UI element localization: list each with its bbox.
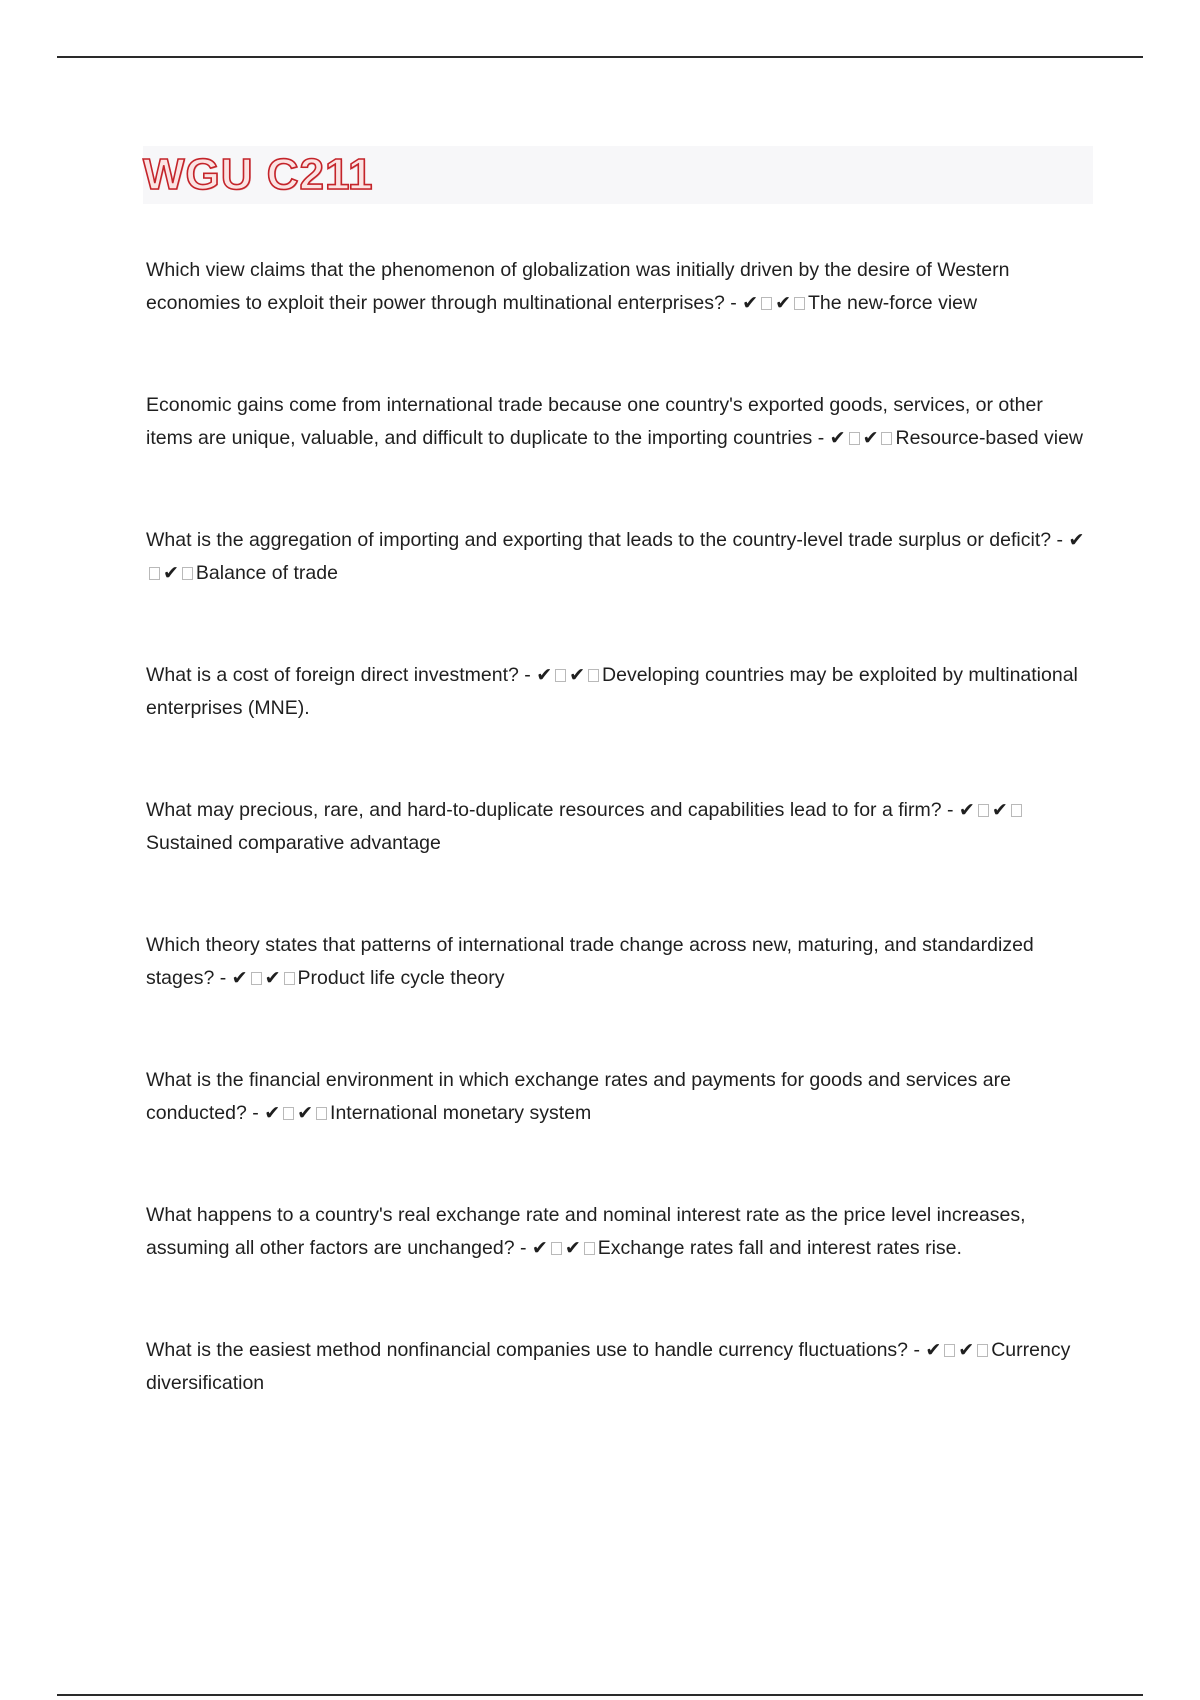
box-icon	[881, 432, 892, 445]
box-icon	[1011, 804, 1022, 817]
check-icon: ✔	[564, 1236, 581, 1259]
separator: -	[724, 291, 743, 314]
box-icon	[182, 567, 193, 580]
box-icon	[794, 297, 805, 310]
separator: -	[514, 1236, 532, 1259]
box-icon	[283, 1107, 294, 1120]
box-icon	[149, 567, 160, 580]
answer-text: The new-force view	[808, 291, 978, 314]
answer-text: Balance of trade	[195, 561, 338, 584]
qa-item	[146, 929, 1091, 994]
box-icon	[977, 1344, 988, 1357]
box-icon	[551, 1242, 562, 1255]
separator: -	[941, 799, 959, 821]
separator: -	[1051, 529, 1069, 551]
check-icon: ✔	[264, 1101, 281, 1124]
top-rule	[57, 56, 1143, 58]
question-text: Which view claims that the phenomenon of globalization was initially driven by the desire of Western economies to exploit their power through multinational enterprises?	[146, 259, 1010, 314]
box-icon	[284, 972, 295, 985]
document-title: WGU C211	[143, 150, 374, 199]
answer-text: Product life cycle theory	[297, 966, 505, 989]
question-text: Which theory states that patterns of international trade change across new, maturing, and standardized stages?	[146, 934, 1034, 989]
separator: -	[812, 426, 830, 449]
box-icon	[761, 297, 772, 310]
check-icon: ✔	[829, 426, 846, 449]
question-text: What is a cost of foreign direct investment?	[146, 664, 519, 686]
check-icon: ✔	[742, 291, 759, 314]
box-icon	[588, 669, 599, 682]
box-icon	[944, 1344, 955, 1357]
separator: -	[214, 966, 232, 989]
qa-item	[146, 1334, 1091, 1399]
title-band	[143, 146, 1093, 204]
separator: -	[246, 1101, 265, 1124]
answer-text: Sustained comparative advantage	[146, 831, 441, 854]
check-icon: ✔	[862, 426, 879, 449]
check-icon: ✔	[958, 799, 975, 821]
box-icon	[251, 972, 262, 985]
check-icon: ✔	[531, 1236, 548, 1259]
box-icon	[849, 432, 860, 445]
check-icon: ✔	[569, 664, 586, 686]
qa-item	[146, 659, 1091, 724]
qa-item	[146, 524, 1091, 589]
qa-item	[146, 254, 1091, 319]
answer-text: Resource-based view	[895, 426, 1083, 449]
qa-item	[146, 794, 1091, 859]
check-icon: ✔	[231, 966, 248, 989]
check-icon: ✔	[536, 664, 553, 686]
answer-text: Developing countries may be exploited by multinational enterprises (MNE).	[146, 664, 1078, 719]
check-icon: ✔	[958, 1339, 975, 1361]
question-text: What is the financial environment in which exchange rates and payments for goods and services are conducted?	[146, 1069, 1011, 1124]
check-icon: ✔	[775, 291, 792, 314]
qa-list	[146, 254, 1091, 1399]
qa-item	[146, 1199, 1091, 1264]
answer-text: Exchange rates fall and interest rates rise.	[597, 1236, 962, 1259]
question-text: What is the easiest method nonfinancial companies use to handle currency fluctuations?	[146, 1339, 909, 1361]
box-icon	[584, 1242, 595, 1255]
bottom-rule	[57, 1694, 1143, 1696]
check-icon: ✔	[925, 1339, 942, 1361]
question-text: What may precious, rare, and hard-to-duplicate resources and capabilities lead to for a firm?	[146, 799, 942, 821]
answer-text: Currency diversification	[146, 1339, 1071, 1394]
question-text: Economic gains come from international trade because one country's exported goods, services, or other items are unique, valuable, and difficult to duplicate to the importing countries	[146, 394, 1043, 449]
box-icon	[978, 804, 989, 817]
box-icon	[316, 1107, 327, 1120]
question-text: What happens to a country's real exchange rate and nominal interest rate as the price level increases, assuming all other factors are unchanged?	[146, 1204, 1026, 1259]
check-icon: ✔	[163, 561, 179, 584]
check-icon: ✔	[264, 966, 281, 989]
separator: -	[518, 664, 537, 686]
check-icon: ✔	[297, 1101, 314, 1124]
check-icon: ✔	[1068, 529, 1085, 551]
box-icon	[555, 669, 566, 682]
check-icon: ✔	[991, 799, 1008, 821]
separator: -	[908, 1339, 926, 1361]
question-text: What is the aggregation of importing and exporting that leads to the country-level trade surplus or deficit?	[146, 529, 1052, 551]
answer-text: International monetary system	[330, 1101, 592, 1124]
qa-item	[146, 1064, 1091, 1129]
qa-item	[146, 389, 1091, 454]
